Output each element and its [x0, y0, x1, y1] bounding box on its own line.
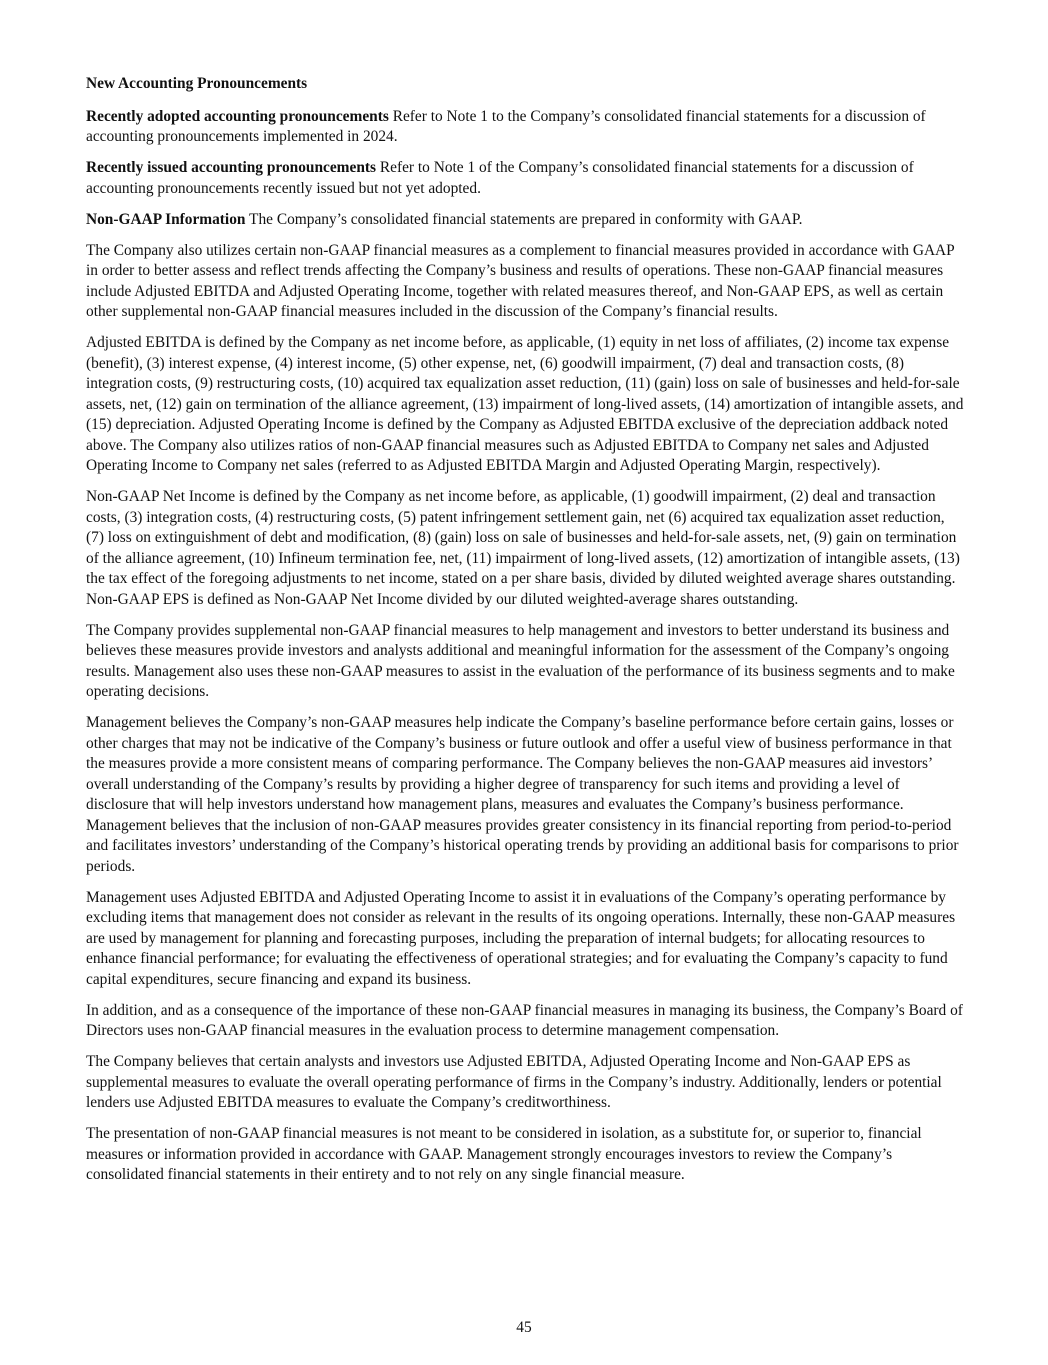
paragraph-supplemental-measures	[86, 621, 966, 703]
paragraph-non-gaap-net-income-definition	[86, 487, 966, 610]
paragraph-text: Non-GAAP Net Income is defined by the Company as net income before, as applicable, (1) goodwill impairment, (2) deal and transaction costs, (3) integration costs, (4) restructuring costs, (5) patent infringement settlement gain, net (6) acquired tax equalization asset reduction, (7) loss on extinguishment of debt and modification, (8) (gain) loss on sale of businesses and held-for-sale assets, net, (9) gain on termination of the alliance agreement, (10) Infineum termination fee, net, (11) impairment of long-lived assets, (12) amortization of intangible assets, (13) the tax effect of the foregoing adjustments to net income, stated on a per share basis, divided by diluted weighted average shares outstanding. Non-GAAP EPS is defined as Non-GAAP Net Income divided by our diluted weighted-average shares outstanding.	[86, 488, 960, 608]
paragraph-text: Refer to Note 1 of the Company’s consolidated financial statements for a discussion of accounting pronouncements recently issued but not yet adopted.	[86, 159, 914, 197]
paragraph-text: Management believes the Company’s non-GAAP measures help indicate the Company’s baseline performance before certain gains, losses or other charges that may not be indicative of the Company’s business or future outlook and offer a useful view of business performance in that the measures provide a more consistent means of comparing performance. The Company believes the non-GAAP measures aid investors’ overall understanding of the Company’s results by providing a higher degree of transparency for such items and providing a level of disclosure that will help investors understand how management plans, measures and evaluates the Company’s business performance. Management believes that the inclusion of non-GAAP measures provides greater consistency in its financial reporting from period-to-period and facilitates investors’ understanding of the Company’s historical operating trends by providing an additional basis for comparisons to prior periods.	[86, 714, 959, 875]
paragraph-recently-adopted	[86, 107, 966, 148]
paragraph-analysts-investors	[86, 1052, 966, 1114]
paragraph-text: Management uses Adjusted EBITDA and Adjusted Operating Income to assist it in evaluations of the Company’s operating performance by excluding items that management does not consider as relevant in the results of its ongoing operations. Internally, these non-GAAP measures are used by management for planning and forecasting purposes, including the preparation of internal budgets; for allocating resources to enhance financial performance; for evaluating the effectiveness of operational strategies; and for evaluating the Company’s capacity to fund capital expenditures, secure financing and expand its business.	[86, 888, 956, 988]
paragraph-lead: Recently adopted accounting pronouncements	[86, 107, 389, 125]
paragraph-management-beliefs	[86, 713, 966, 877]
paragraph-presentation-disclaimer	[86, 1124, 966, 1186]
paragraph-text: The Company also utilizes certain non-GAAP financial measures as a complement to financial measures provided in accordance with GAAP in order to better assess and reflect trends affecting the Company’s business and results of operations. These non-GAAP financial measures include Adjusted EBITDA and Adjusted Operating Income, together with related measures thereof, and Non-GAAP EPS, as well as certain other supplemental non-GAAP financial measures included in the discussion of the Company’s financial results.	[86, 241, 955, 320]
paragraph-recently-issued	[86, 158, 966, 199]
paragraph-lead: Non-GAAP Information	[86, 210, 246, 228]
paragraph-text: The Company’s consolidated financial statements are prepared in conformity with GAAP.	[245, 210, 803, 228]
paragraph-board-compensation	[86, 1001, 966, 1042]
page-number: 45	[516, 1319, 532, 1336]
paragraph-text: Adjusted EBITDA is defined by the Company as net income before, as applicable, (1) equity in net loss of affiliates, (2) income tax expense (benefit), (3) interest expense, (4) interest income, (5) other expense, net, (6) goodwill impairment, (7) deal and transaction costs, (8) integration costs, (9) restructuring costs, (10) acquired tax equalization asset reduction, (11) (gain) loss on sale of businesses and held-for-sale assets, net, (12) gain on termination of the alliance agreement, (13) impairment of long-lived assets, (14) amortization of intangible assets, and (15) depreciation. Adjusted Operating Income is defined by the Company as Adjusted EBITDA exclusive of the depreciation addback noted above. The Company also utilizes ratios of non-GAAP financial measures such as Adjusted EBITDA to Company net sales and Adjusted Operating Income to Company net sales (referred to as Adjusted EBITDA Margin and Adjusted Operating Margin, respectively).	[86, 334, 964, 474]
document-page	[86, 74, 966, 1196]
paragraph-non-gaap-information	[86, 210, 966, 231]
paragraph-text: Refer to Note 1 to the Company’s consolidated financial statements for a discussion of accounting pronouncements implemented in 2024.	[86, 107, 926, 145]
section-heading: New Accounting Pronouncements	[86, 75, 308, 92]
paragraph-text: In addition, and as a consequence of the importance of these non-GAAP financial measures in managing its business, the Company’s Board of Directors uses non-GAAP financial measures in the evaluation process to determine management compensation.	[86, 1001, 963, 1039]
paragraph-text: The Company provides supplemental non-GAAP financial measures to help management and investors to better understand its business and believes these measures provide investors and analysts additional and meaningful information for the assessment of the Company’s ongoing results. Management also uses these non-GAAP measures to assist in the evaluation of the performance of its business segments and to make operating decisions.	[86, 621, 955, 700]
paragraph-management-uses	[86, 888, 966, 991]
paragraph-text: The Company believes that certain analysts and investors use Adjusted EBITDA, Adjusted Operating Income and Non-GAAP EPS as supplemental measures to evaluate the overall operating performance of firms in the Company’s industry. Additionally, lenders or potential lenders use Adjusted EBITDA measures to evaluate the Company’s creditworthiness.	[86, 1053, 942, 1111]
paragraph-non-gaap-measures-overview	[86, 241, 966, 323]
paragraph-lead: Recently issued accounting pronouncements	[86, 159, 377, 176]
paragraph-text: The presentation of non-GAAP financial measures is not meant to be considered in isolation, as a substitute for, or superior to, financial measures or information provided in accordance with GAAP. Management strongly encourages investors to review the Company’s consolidated financial statements in their entirety and to not rely on any single financial measure.	[86, 1125, 922, 1183]
paragraph-adjusted-ebitda-definition	[86, 333, 966, 477]
